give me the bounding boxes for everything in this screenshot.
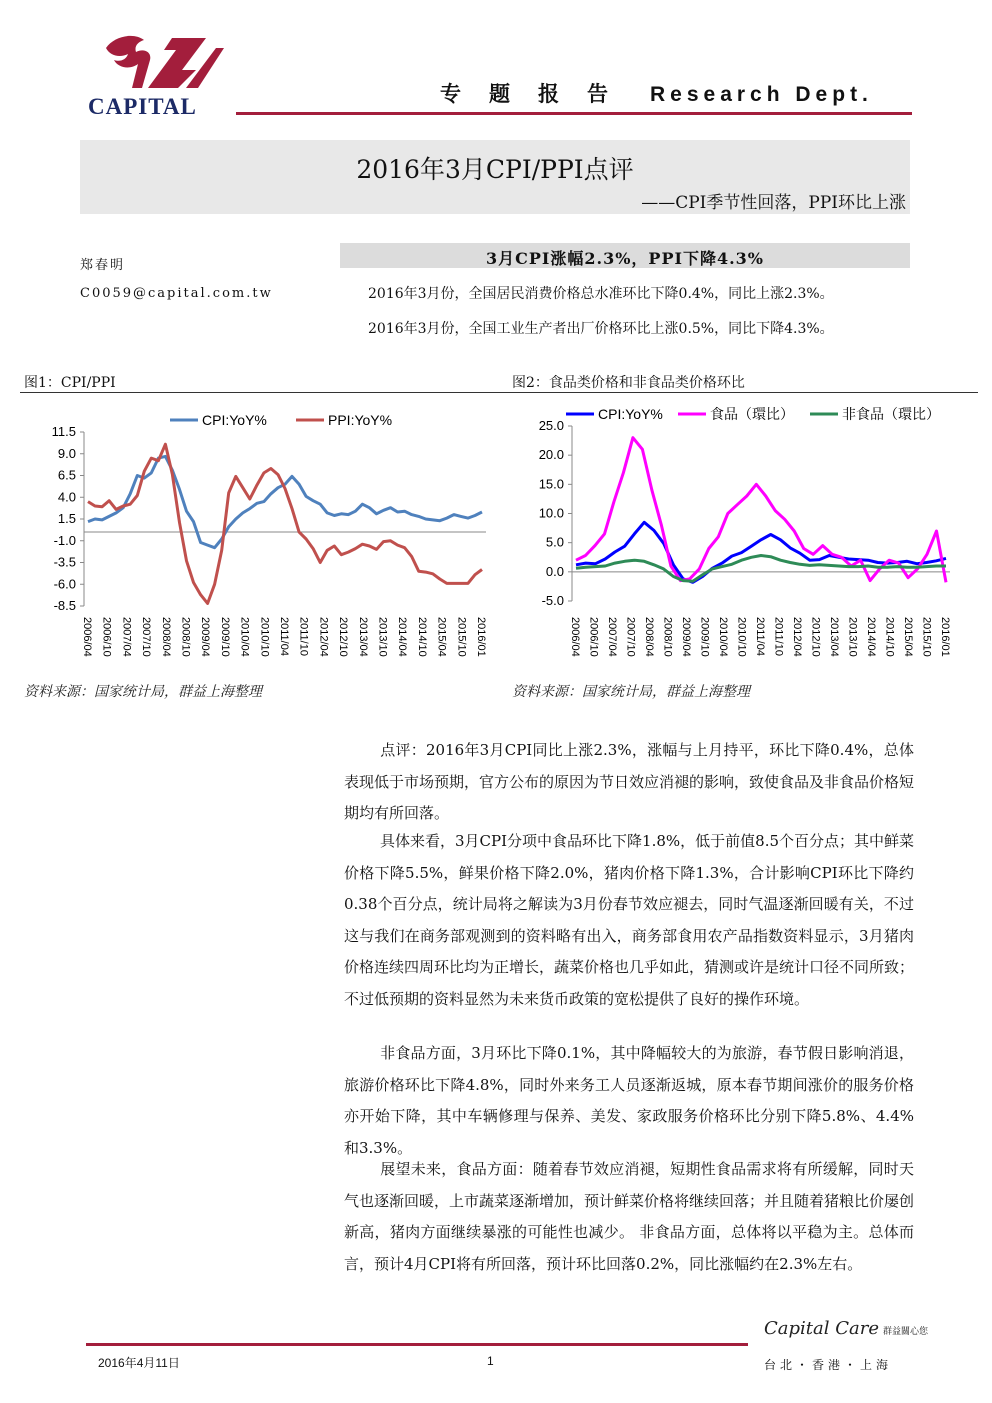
- legend-label-0: CPI:YoY%: [598, 406, 663, 422]
- legend-label-1: PPI:YoY%: [328, 412, 393, 428]
- x-tick-label: 2009/04: [680, 617, 692, 657]
- figure-rule: [20, 392, 978, 393]
- x-tick-label: 2013/10: [846, 617, 859, 657]
- x-tick-label: 2007/04: [120, 617, 133, 657]
- summary-line-2: 2016年3月份，全国工业生产者出厂价格环比上涨0.5%，同比下降4.3%。: [368, 321, 834, 337]
- y-tick-label: 4.0: [57, 489, 76, 505]
- x-tick-label: 2012/10: [337, 617, 350, 657]
- x-tick-label: 2010/10: [258, 617, 271, 657]
- y-tick-label: 11.5: [51, 424, 76, 439]
- y-tick-label: -3.5: [53, 554, 76, 570]
- author-name: 郑春明: [80, 258, 126, 273]
- x-tick-label: 2007/10: [140, 617, 153, 657]
- x-tick-label: 2015/04: [902, 617, 914, 657]
- header-rule: [236, 112, 912, 115]
- series-line-0: [576, 522, 946, 582]
- body-paragraph-2-text: 具体来看，3月CPI分项中食品环比下降1.8%，低于前值8.5个百分点；其中鲜菜价格下降5.5%，鲜果价格下降2.0%，猪肉价格下降1.3%，合计影响CPI环比下降约0.38个百分点，统计局将之解读为3月份春节效应褪去，同时气温逐渐回暖有关，不过这与我们在商务部观测到的资料略有出入，商务部食用农产品指数资料显示，3月猪肉价格连续四周环比均为正增长，蔬菜价格也几乎如此，猜测或许是统计口径不同所致；不过低预期的资料显然为未来货币政策的宽松提供了良好的操作环境。: [344, 832, 915, 1008]
- x-tick-label: 2016/01: [475, 617, 487, 657]
- footer-brand: [764, 1318, 928, 1339]
- fig1-source: 资料来源：国家统计局，群益上海整理: [24, 684, 262, 700]
- summary-line-1: 2016年3月份，全国居民消费价格总水准环比下降0.4%，同比上涨2.3%。: [368, 286, 834, 302]
- y-tick-label: 25.0: [538, 418, 564, 433]
- report-subtitle: ——CPI季节性回落，PPI环比上涨: [641, 193, 906, 213]
- x-tick-label: 2011/04: [278, 617, 290, 656]
- footer-brand-name: Capital Care: [764, 1318, 879, 1339]
- y-tick-label: 15.0: [538, 476, 564, 492]
- x-tick-label: 2009/10: [698, 617, 711, 657]
- y-tick-label: 10.0: [538, 505, 564, 521]
- x-tick-label: 2008/04: [643, 617, 655, 657]
- x-tick-label: 2013/04: [828, 617, 840, 657]
- body-paragraph-1: [344, 735, 914, 830]
- y-tick-label: 9.0: [57, 445, 76, 461]
- x-tick-label: 2014/10: [415, 617, 428, 657]
- x-tick-label: 2008/10: [179, 617, 192, 657]
- y-tick-label: 5.0: [545, 534, 564, 550]
- fig2-label: 图2：食品类价格和非食品类价格环比: [512, 375, 745, 391]
- x-tick-label: 2009/10: [218, 617, 231, 657]
- x-tick-label: 2015/10: [455, 617, 468, 657]
- y-tick-label: -1.0: [53, 532, 76, 548]
- x-tick-label: 2014/04: [865, 617, 877, 657]
- body-paragraph-4-text: 展望未来，食品方面：随着春节效应消褪，短期性食品需求将有所缓解，同时天气也逐渐回暖，上市蔬菜逐渐增加，预计鲜菜价格将继续回落；并且随着猪粮比价屡创新高，猪肉方面继续暴涨的可能性也减少。 非食品方面，总体将以平稳为主。总体而言，预计4月CPI将有所回落，预计环比回落0.2%，同比涨幅约在2.3%左右。: [344, 1160, 915, 1273]
- x-tick-label: 2006/04: [569, 617, 581, 657]
- y-tick-label: 20.0: [538, 447, 564, 463]
- capital-logo-icon: [86, 30, 236, 95]
- x-tick-label: 2007/04: [606, 617, 618, 657]
- footer-rule: [86, 1343, 748, 1346]
- y-tick-label: -5.0: [541, 593, 564, 608]
- x-tick-label: 2008/10: [661, 617, 674, 657]
- x-tick-label: 2011/04: [754, 617, 766, 656]
- y-tick-label: 1.5: [57, 511, 76, 526]
- fig2-source: 资料来源：国家统计局，群益上海整理: [512, 684, 750, 700]
- x-tick-label: 2012/10: [809, 617, 822, 657]
- author-email[interactable]: C0059@capital.com.tw: [80, 286, 273, 301]
- x-tick-label: 2013/10: [376, 617, 389, 657]
- fig1-label: 图1：CPI/PPI: [24, 375, 116, 391]
- body-paragraph-1-text: 点评：2016年3月CPI同比上涨2.3%，涨幅与上月持平，环比下降0.4%，总体表现低于市场预期，官方公布的原因为节日效应消褪的影响，致使食品及非食品价格短期均有所回落。: [344, 741, 915, 822]
- body-paragraph-3-text: 非食品方面，3月环比下降0.1%，其中降幅较大的为旅游，春节假日影响消退，旅游价格环比下降4.8%，同时外来务工人员逐渐返城，原本春节期间涨价的服务价格亦开始下降，其中车辆修理与保养、美发、家政服务价格环比分别下降5.8%、4.4%和3.3%。: [344, 1044, 914, 1157]
- x-tick-label: 2009/04: [199, 617, 212, 657]
- x-tick-label: 2015/10: [920, 617, 933, 657]
- x-tick-label: 2013/04: [356, 617, 369, 657]
- body-paragraph-3: [344, 1038, 914, 1164]
- x-tick-label: 2010/10: [735, 617, 748, 657]
- x-tick-label: 2006/10: [100, 617, 113, 657]
- y-tick-label: 6.5: [57, 467, 76, 483]
- footer-cities: 台北・香港・上海: [764, 1358, 893, 1372]
- y-tick-label: 0.0: [545, 563, 564, 579]
- x-tick-label: 2011/10: [297, 617, 310, 656]
- chart-food-nonfood: [510, 398, 970, 676]
- legend-label-2: 非食品（環比）: [842, 406, 940, 422]
- legend-label-1: 食品（環比）: [710, 406, 794, 422]
- footer-brand-slogan: 群益關心您: [883, 1327, 929, 1337]
- y-tick-label: -6.0: [53, 576, 76, 592]
- x-tick-label: 2007/10: [624, 617, 637, 657]
- logo-text: CAPITAL: [88, 94, 197, 119]
- header-title-cn: 专题报告: [440, 83, 636, 106]
- x-tick-label: 2010/04: [717, 617, 729, 657]
- x-tick-label: 2010/04: [238, 617, 251, 657]
- header-title: [440, 78, 873, 108]
- highlight-text: 3月CPI涨幅2.3%，PPI下降4.3%: [485, 249, 764, 268]
- legend-label-0: CPI:YoY%: [202, 412, 267, 428]
- x-tick-label: 2006/10: [587, 617, 600, 657]
- x-tick-label: 2012/04: [317, 617, 330, 657]
- x-tick-label: 2014/10: [883, 617, 896, 657]
- chart-cpi-ppi: [24, 398, 494, 676]
- x-tick-label: 2011/10: [772, 617, 785, 656]
- page-number: 1: [487, 1354, 494, 1368]
- x-tick-label: 2008/04: [159, 617, 172, 657]
- body-paragraph-2: [344, 826, 914, 1015]
- body-paragraph-4: [344, 1154, 914, 1280]
- x-tick-label: 2015/04: [435, 617, 448, 657]
- report-title: 2016年3月CPI/PPI点评: [356, 155, 634, 184]
- series-line-0: [88, 456, 482, 547]
- x-tick-label: 2012/04: [791, 617, 803, 657]
- series-line-1: [88, 444, 482, 603]
- x-tick-label: 2014/04: [396, 617, 409, 657]
- x-tick-label: 2006/04: [81, 617, 93, 657]
- x-tick-label: 2016/01: [939, 617, 951, 657]
- footer-date: 2016年4月11日: [98, 1356, 180, 1370]
- y-tick-label: -8.5: [53, 598, 76, 613]
- header-title-en: Research Dept.: [650, 83, 873, 106]
